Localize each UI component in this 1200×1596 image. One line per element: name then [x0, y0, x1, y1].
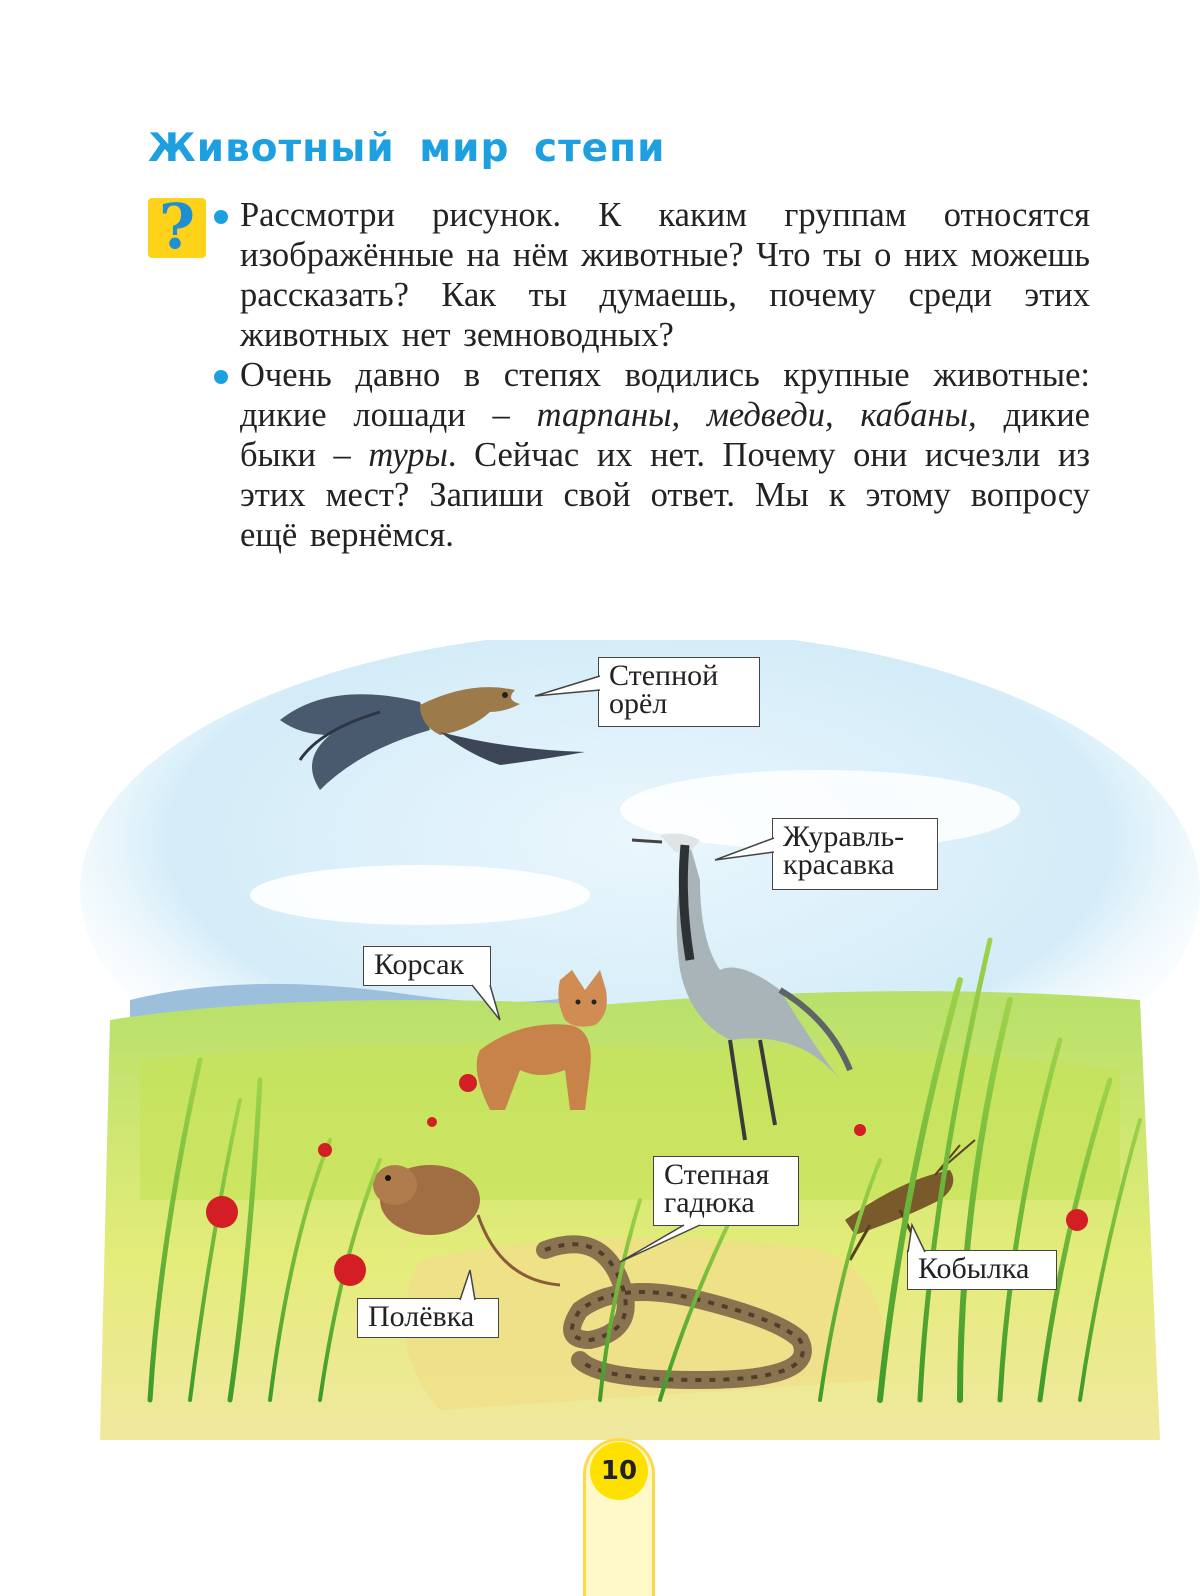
bullet-dot-icon — [214, 210, 228, 224]
label-crane-line2: красавка — [783, 848, 895, 881]
label-vole — [357, 1298, 499, 1338]
bullet-text-italic: тарпаны, медведи, кабаны, — [536, 396, 977, 434]
bullet-text-italic: туры — [368, 436, 448, 474]
page-number: 10 — [590, 1442, 648, 1500]
bullet-text — [240, 195, 1090, 355]
page-title: Животный мир степи — [148, 126, 666, 171]
label-eagle-line1: Степной — [609, 659, 719, 692]
label-eagle — [598, 657, 760, 727]
bullet-item-2 — [210, 355, 1090, 555]
question-glyph: ? — [158, 190, 196, 263]
steppe-illustration — [0, 640, 1200, 1440]
label-vole-line1: Полёвка — [368, 1300, 475, 1333]
label-eagle-line2: орёл — [609, 687, 668, 720]
label-corsac — [363, 946, 491, 986]
question-list — [210, 195, 1090, 555]
label-crane-line1: Журавль- — [783, 820, 905, 853]
bullet-text-segment: Рассмотри рисунок. К каким группам относятся изображённые на нём животные? Что ты о них можешь рассказать? Как ты думаешь, почему среди этих животных нет земноводных? — [240, 196, 1090, 354]
bullet-text-segment: . Сейчас их нет. Почему они исчезли из этих мест? Запиши свой ответ. Мы к этому вопросу ещё вернёмся. — [240, 436, 1090, 554]
bullet-dot-icon — [214, 370, 228, 384]
bullet-text-segment: дикие быки – — [240, 396, 1090, 474]
bullet-text — [240, 355, 1090, 555]
label-grasshopper — [907, 1250, 1057, 1290]
steppe-scene-svg — [0, 640, 1200, 1440]
label-viper — [653, 1156, 799, 1226]
question-mark-icon — [148, 190, 206, 263]
bullet-item-1 — [210, 195, 1090, 355]
label-viper-line2: гадюка — [664, 1186, 755, 1219]
label-viper-line1: Степная — [664, 1158, 770, 1191]
label-crane — [772, 818, 938, 890]
label-corsac-line1: Корсак — [374, 948, 465, 981]
label-grasshopper-line1: Кобылка — [918, 1252, 1030, 1285]
cloud — [250, 865, 590, 925]
bullet-text-segment: Очень давно в степях водились крупные животные: дикие лошади – — [240, 356, 1090, 434]
